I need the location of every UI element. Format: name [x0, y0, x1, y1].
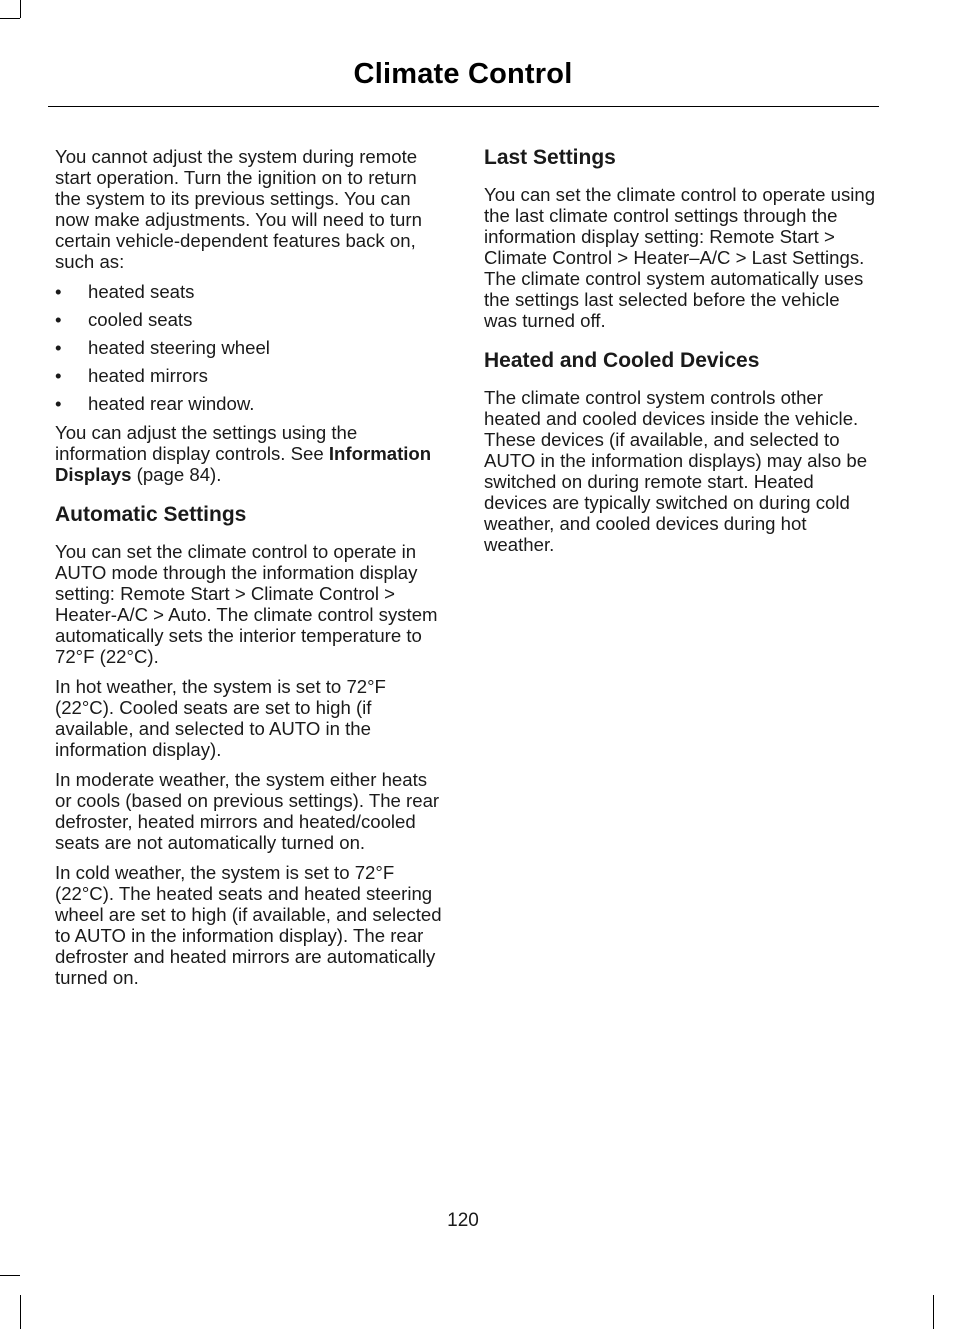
list-item: • heated mirrors	[55, 365, 208, 386]
moderate-weather-paragraph: In moderate weather, the system either heats or cools (based on previous settings). The rear defroster, heated mirrors and heated/cooled seats are not automatically turned on.	[55, 769, 440, 853]
last-settings-paragraph: You can set the climate control to operate using the last climate control settings through the information display setting: Remote Start > Climate Control > Heater–A/C > Last Settings. The climate control system automatically uses the settings last selected before the vehicle was turned off.	[484, 184, 876, 331]
bullet-icon: •	[55, 365, 62, 386]
list-item: • cooled seats	[55, 309, 193, 330]
crop-mark-top-left-vertical	[20, 0, 21, 18]
adjust-paragraph: You can adjust the settings using the information display controls. See Information Displays (page 84).	[55, 422, 432, 485]
information-displays-link[interactable]: Information Displays	[55, 443, 432, 485]
automatic-settings-heading: Automatic Settings	[55, 503, 247, 526]
heated-cooled-devices-heading: Heated and Cooled Devices	[484, 349, 760, 372]
crop-mark-bottom-left-vertical	[20, 1295, 21, 1329]
bullet-icon: •	[55, 281, 62, 302]
page-title: Climate Control	[353, 58, 573, 90]
bullet-icon: •	[55, 337, 62, 358]
title-divider	[48, 106, 879, 107]
page-number: 120	[447, 1210, 479, 1231]
intro-paragraph: You cannot adjust the system during remote start operation. Turn the ignition on to return the system to its previous settings. You can now make adjustments. You will need to turn certain vehicle-dependent features back on, such as:	[55, 146, 422, 272]
hot-weather-paragraph: In hot weather, the system is set to 72°F (22°C). Cooled seats are set to high (if available, and selected to AUTO in the information display).	[55, 676, 386, 760]
list-item: • heated seats	[55, 281, 195, 302]
right-column	[484, 146, 876, 564]
heated-cooled-devices-paragraph: The climate control system controls other heated and cooled devices inside the vehicle. These devices (if available, and selected to AUTO in the information displays) may also be switched on during remote start. Heated devices are typically switched on during cold weather, and cooled devices during hot weather.	[484, 387, 868, 555]
feature-list	[55, 281, 447, 414]
left-column	[55, 146, 447, 997]
crop-mark-bottom-left-horizontal	[0, 1275, 20, 1276]
crop-mark-bottom-right-vertical	[933, 1295, 934, 1329]
automatic-paragraph: You can set the climate control to operate in AUTO mode through the information display setting: Remote Start > Climate Control > Heater-A/C > Auto. The climate control system automatically sets the interior temperature to 72°F (22°C).	[55, 541, 438, 667]
bullet-icon: •	[55, 309, 62, 330]
list-item: • heated steering wheel	[55, 337, 270, 358]
last-settings-heading: Last Settings	[484, 146, 616, 169]
bullet-icon: •	[55, 393, 62, 414]
crop-mark-top-left-horizontal	[0, 18, 20, 19]
list-item: • heated rear window.	[55, 393, 255, 414]
cold-weather-paragraph: In cold weather, the system is set to 72°F (22°C). The heated seats and heated steering wheel are set to high (if available, and selected to AUTO in the information display). The rear defroster and heated mirrors are automatically turned on.	[55, 862, 442, 988]
